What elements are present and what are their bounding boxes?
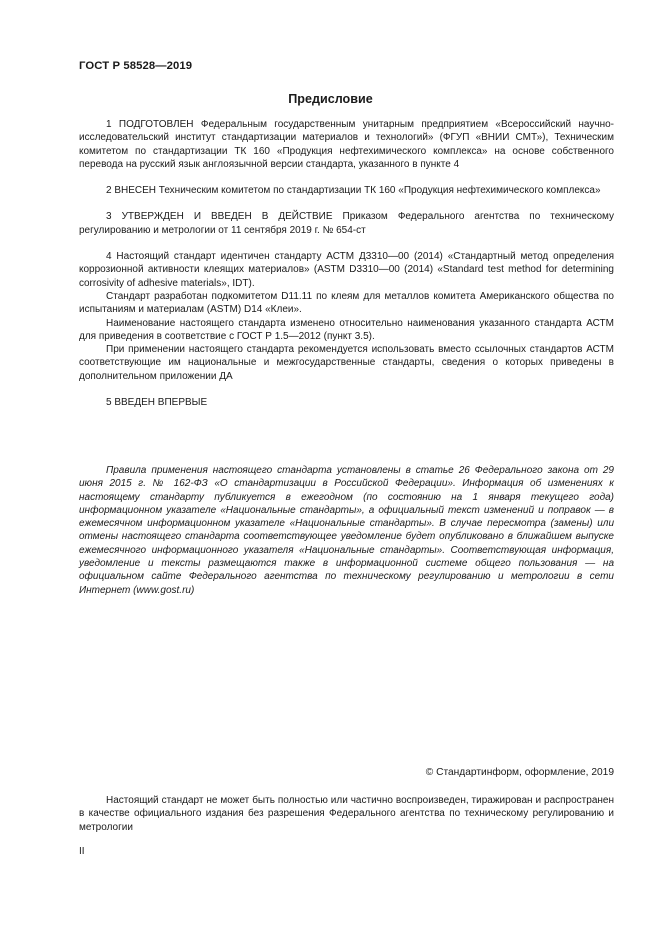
paragraph-renamed: Наименование настоящего стандарта изменено относительно наименования указанного стандарта АСТМ для приведения в соответствие с ГОСТ Р 1.5—2012 (пункт 3.5).: [79, 317, 614, 342]
paragraph-developed: Стандарт разработан подкомитетом D11.11 по клеям для металлов комитета Американского общества по испытаниям и материалам (ASTM) D14 «Клеи».: [79, 290, 614, 316]
reprint-notice: Настоящий стандарт не может быть полностью или частично воспроизведен, тиражирован и распространен в качестве официального издания без разрешения Федерального агентства по техническому регулированию и метрологии: [79, 795, 614, 833]
standard-code: ГОСТ Р 58528—2019: [79, 60, 193, 72]
paragraph-introduced: 5 ВВЕДЕН ВПЕРВЫЕ: [106, 397, 208, 409]
paragraph-identical: 4 Настоящий стандарт идентичен стандарту АСТМ Д3310—00 (2014) «Стандартный метод определения коррозионной активности клеящих материалов» (ASTM D3310—00 (2014) «Standard test method for determining corrosivity of adhesive materials», IDT).: [79, 251, 614, 289]
paragraph-approved: 3 УТВЕРЖДЕН И ВВЕДЕН В ДЕЙСТВИЕ Приказом Федерального агентства по техническому регулированию и метрологии от 11 сентября 2019 г. № 654-ст: [79, 211, 614, 236]
paragraph-prepared: 1 ПОДГОТОВЛЕН Федеральным государственным унитарным предприятием «Всероссийский научно-исследовательский институт стандартизации материалов и технологий» (ФГУП «ВНИИ СМТ»), Техническим комитетом по стандартизации ТК 160 «Продукция нефтехимического комплекса» на основе собственного перевода на русский язык англоязычной версии стандарта, указанного в пункте 4: [79, 119, 614, 170]
paragraph-references: При применении настоящего стандарта рекомендуется использовать вместо ссылочных стандартов АСТМ соответствующие им национальные и межгосударственные стандарты, сведения о которых приведены в дополнительном приложении ДА: [79, 344, 614, 382]
foreword-body: [79, 118, 614, 409]
page-number: II: [79, 846, 85, 857]
copyright-line: © Стандартинформ, оформление, 2019: [425, 767, 614, 778]
page-title: Предисловие: [288, 92, 373, 106]
application-rules-notice: Правила применения настоящего стандарта установлены в статье 26 Федерального закона от 29 июня 2015 г. № 162-ФЗ «О стандартизации в Российской Федерации». Информация об изменениях к настоящему стандарту публикуется в ежегодном (по состоянию на 1 января текущего года) информационном указателе «Национальные стандарты», а официальный текст изменений и поправок — в ежемесячном информационном указателе «Национальные стандарты». В случае пересмотра (замены) или отмены настоящего стандарта соответствующее уведомление будет опубликовано в ближайшем выпуске ежемесячного информационного указателя «Национальные стандарты». Соответствующая информация, уведомление и тексты размещаются также в информационной системе общего пользования — на официальном сайте Федерального агентства по техническому регулированию и метрологии в сети Интернет (www.gost.ru): [79, 465, 614, 596]
paragraph-submitted: 2 ВНЕСЕН Техническим комитетом по стандартизации ТК 160 «Продукция нефтехимического комплекса»: [106, 185, 601, 197]
